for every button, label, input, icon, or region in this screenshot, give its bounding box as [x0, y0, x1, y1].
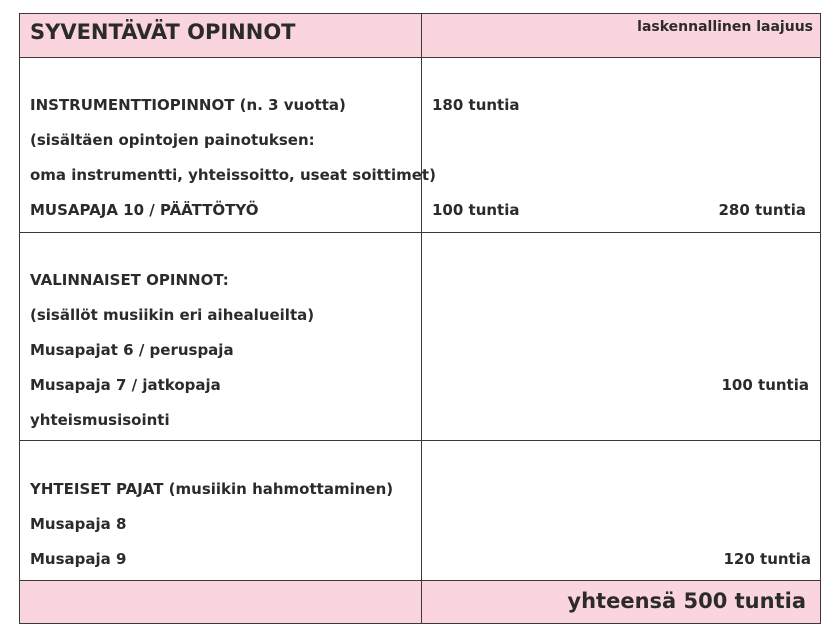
common-workshops-cell — [19, 440, 422, 581]
header-title-cell — [19, 13, 422, 58]
scope-label: laskennallinen laajuus — [637, 19, 813, 35]
section-title: SYVENTÄVÄT OPINNOT — [30, 20, 296, 44]
common-workshops-subtotal: 120 tuntia — [723, 550, 811, 568]
elective-studies-line: (sisällöt musiikin eri aihealueilta) — [30, 306, 315, 324]
common-workshops-line: Musapaja 8 — [30, 515, 127, 533]
elective-studies-line: yhteismusisointi — [30, 411, 170, 429]
study-table — [19, 13, 821, 624]
header-scope-cell — [421, 13, 821, 58]
elective-studies-heading: VALINNAISET OPINNOT: — [30, 271, 229, 289]
instrument-studies-hours-cell — [421, 57, 821, 233]
footer-total-cell — [421, 580, 821, 624]
instrument-studies-line: (sisältäen opintojen painotuksen: — [30, 131, 315, 149]
instrument-hours: 180 tuntia — [432, 96, 520, 114]
instrument-studies-cell — [19, 57, 436, 233]
elective-studies-line: Musapaja 7 / jatkopaja — [30, 376, 221, 394]
grand-total: yhteensä 500 tuntia — [567, 589, 806, 613]
footer-empty-cell — [19, 580, 422, 624]
instrument-subtotal: 280 tuntia — [718, 201, 806, 219]
elective-studies-hours-cell — [421, 232, 821, 441]
common-workshops-hours-cell — [421, 440, 821, 581]
common-workshops-heading: YHTEISET PAJAT (musiikin hahmottaminen) — [30, 480, 394, 498]
common-workshops-line: Musapaja 9 — [30, 550, 127, 568]
elective-subtotal: 100 tuntia — [721, 376, 809, 394]
final-work-hours: 100 tuntia — [432, 201, 520, 219]
final-work-label: MUSAPAJA 10 / PÄÄTTÖTYÖ — [30, 201, 259, 219]
instrument-studies-line: oma instrumentti, yhteissoitto, useat soittimet) — [30, 166, 436, 184]
elective-studies-line: Musapajat 6 / peruspaja — [30, 341, 234, 359]
elective-studies-cell — [19, 232, 422, 441]
instrument-studies-heading: INSTRUMENTTIOPINNOT (n. 3 vuotta) — [30, 96, 346, 114]
